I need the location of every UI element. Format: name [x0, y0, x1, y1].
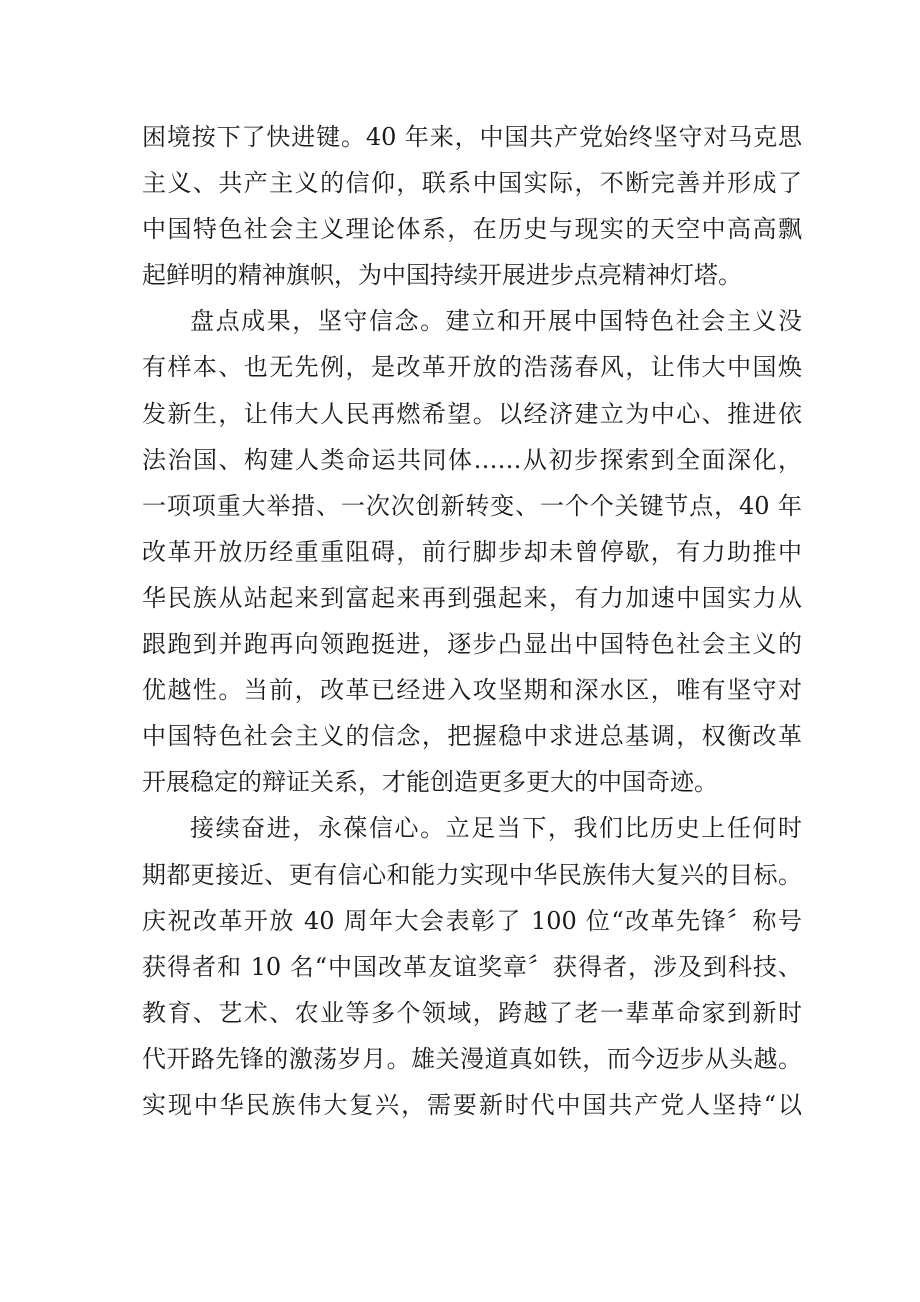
text-line: 有样本、也无先例，是改革开放的浩荡春风，让伟大中国焕: [142, 353, 802, 382]
text-line: 主义、共产主义的信仰，联系中国实际，不断完善并形成了: [142, 169, 802, 198]
text-line: 获得者和 10 名“中国改革友谊奖章〞获得者，涉及到科技、: [142, 952, 802, 981]
text-line: 教育、艺术、农业等多个领域，跨越了老一辈革命家到新时: [142, 998, 802, 1027]
text-line: 一项项重大举措、一次次创新转变、一个个关键节点，40 年: [142, 491, 802, 520]
text-line: 优越性。当前，改革已经进入攻坚期和深水区，唯有坚守对: [142, 676, 802, 705]
text-line: 开展稳定的辩证关系，才能创造更多更大的中国奇迹。: [142, 768, 718, 797]
text-line: 实现中华民族伟大复兴，需要新时代中国共产党人坚持“以: [142, 1090, 802, 1119]
body-text: [142, 114, 802, 1128]
text-line: 代开路先锋的激荡岁月。雄关漫道真如铁，而今迈步从头越。: [142, 1044, 802, 1073]
text-line: 改革开放历经重重阻碍，前行脚步却未曾停歇，有力助推中: [142, 537, 802, 566]
text-line: 发新生，让伟大人民再燃希望。以经济建立为中心、推进依: [142, 399, 802, 428]
text-line: 困境按下了快进键。40 年来，中国共产党始终坚守对马克思: [142, 123, 802, 151]
text-line: 中国特色社会主义的信念，把握稳中求进总基调，权衡改革: [142, 722, 802, 751]
text-line: 跟跑到并跑再向领跑挺进，逐步凸显出中国特色社会主义的: [142, 630, 802, 659]
text-line: 接续奋进，永葆信心。立足当下，我们比历史上任何时: [190, 814, 802, 843]
text-line: 法治国、构建人类命运共同体……从初步探索到全面深化，: [142, 445, 802, 474]
text-line: 华民族从站起来到富起来再到强起来，有力加速中国实力从: [142, 583, 802, 612]
text-line: 庆祝改革开放 40 周年大会表彰了 100 位“改革先锋〞称号: [142, 906, 802, 935]
text-line: 中国特色社会主义理论体系，在历史与现实的天空中高高飘: [142, 215, 802, 244]
text-line: 盘点成果，坚守信念。建立和开展中国特色社会主义没: [190, 307, 802, 336]
text-line: 期都更接近、更有信心和能力实现中华民族伟大复兴的目标。: [142, 860, 802, 889]
text-line: 起鲜明的精神旗帜，为中国持续开展进步点亮精神灯塔。: [142, 261, 742, 290]
